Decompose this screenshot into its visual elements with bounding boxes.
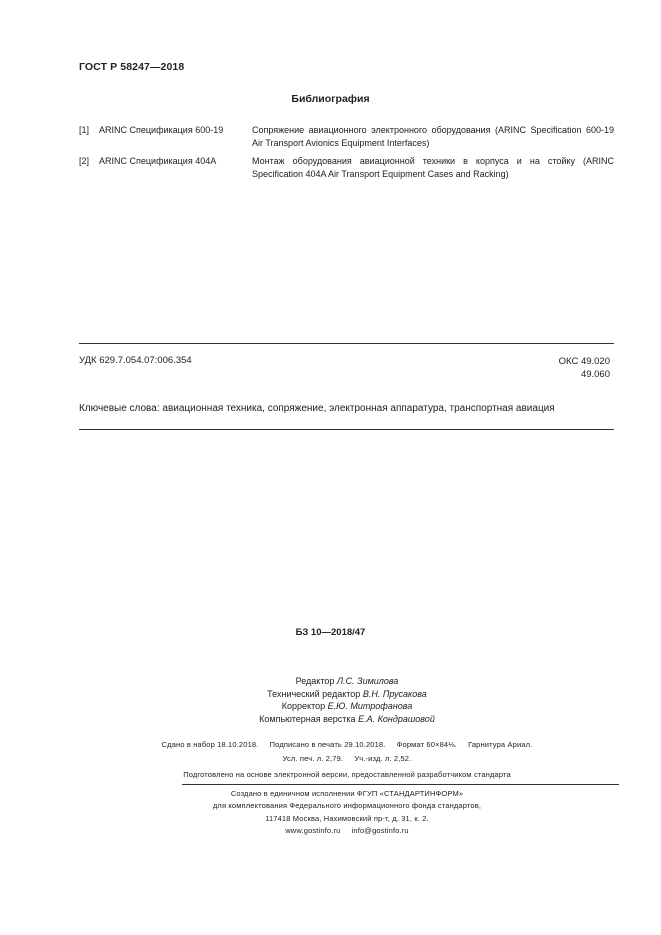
corrector-label: Корректор	[281, 701, 326, 711]
bibliography-title: Библиография	[291, 93, 370, 105]
document-header: ГОСТ Р 58247—2018	[79, 61, 185, 73]
oks-code-primary: ОКС 49.020	[558, 356, 610, 367]
layout-label: Компьютерная верстка	[259, 713, 356, 724]
corrector-line	[0, 700, 661, 713]
keywords: Ключевые слова: авиационная техника, сопряжение, электронная аппаратура, транспортная авиация	[79, 403, 555, 414]
publisher-line2: для комплектования Федерального информационного фонда стандартов,	[212, 801, 482, 810]
editor-name: Л.С. Зимилова	[336, 676, 399, 686]
reference-number: [2]	[79, 156, 90, 166]
layout-line	[0, 713, 661, 726]
publisher-contacts	[0, 826, 661, 835]
tech-editor-label: Технический редактор	[267, 688, 361, 699]
editor-line	[0, 675, 661, 688]
oks-code-secondary: 49.060	[580, 369, 610, 380]
print-info-line1	[0, 740, 661, 749]
prepared-note: Подготовлено на основе электронной версии, предоставленной разработчиком стандарта	[183, 770, 511, 779]
reference-name: ARINC Спецификация 404A	[99, 156, 217, 166]
editor-label: Редактор	[295, 676, 335, 686]
email-link[interactable]: info@gostinfo.ru	[351, 826, 409, 835]
print-info-line2	[0, 754, 661, 763]
corrector-name: Е.Ю. Митрофанова	[327, 701, 413, 711]
website-link[interactable]: www.gostinfo.ru	[285, 826, 341, 835]
reference-number: [1]	[79, 125, 90, 135]
editors-block	[0, 675, 661, 725]
layout-name: Е.А. Кондрашовой	[358, 713, 435, 724]
publisher-address: 117418 Москва, Нахимовский пр-т, д. 31, к. 2.	[265, 814, 429, 823]
divider-bottom	[79, 429, 614, 430]
divider-top	[79, 343, 614, 344]
typeface: Гарнитура Ариал.	[468, 740, 533, 749]
print-sheets: Усл. печ. л. 2,79.	[282, 754, 344, 763]
divider-publisher	[182, 784, 619, 785]
tech-editor-line	[0, 688, 661, 701]
bibliography-item	[0, 124, 661, 154]
paper-format: Формат 60×84⅛.	[396, 740, 457, 749]
publishing-sheets: Уч.-изд. л. 2,52.	[354, 754, 412, 763]
oks-codes	[559, 355, 610, 381]
signed-date: Подписано в печать 29.10.2018.	[269, 740, 386, 749]
tech-editor-name: В.Н. Прусакова	[362, 688, 427, 699]
bz-number: БЗ 10—2018/47	[295, 627, 366, 638]
reference-description: Монтаж оборудования авиационной техники в корпуса и на стойку (ARINC Specification 404A Air Transport Equipment Cases and Racking)	[252, 156, 614, 179]
udk-code: УДК 629.7.054.07:006.354	[79, 355, 192, 366]
sent-date: Сдано в набор 18.10.2018.	[161, 740, 259, 749]
publisher-line1: Создано в единичном исполнении ФГУП «СТАНДАРТИНФОРМ»	[230, 789, 464, 798]
reference-description: Сопряжение авиационного электронного оборудования (ARINC Specification 600-19 Air Transport Avionics Equipment Interfaces)	[252, 125, 614, 148]
reference-name: ARINC Спецификация 600-19	[99, 125, 224, 135]
bibliography-item	[0, 155, 661, 185]
